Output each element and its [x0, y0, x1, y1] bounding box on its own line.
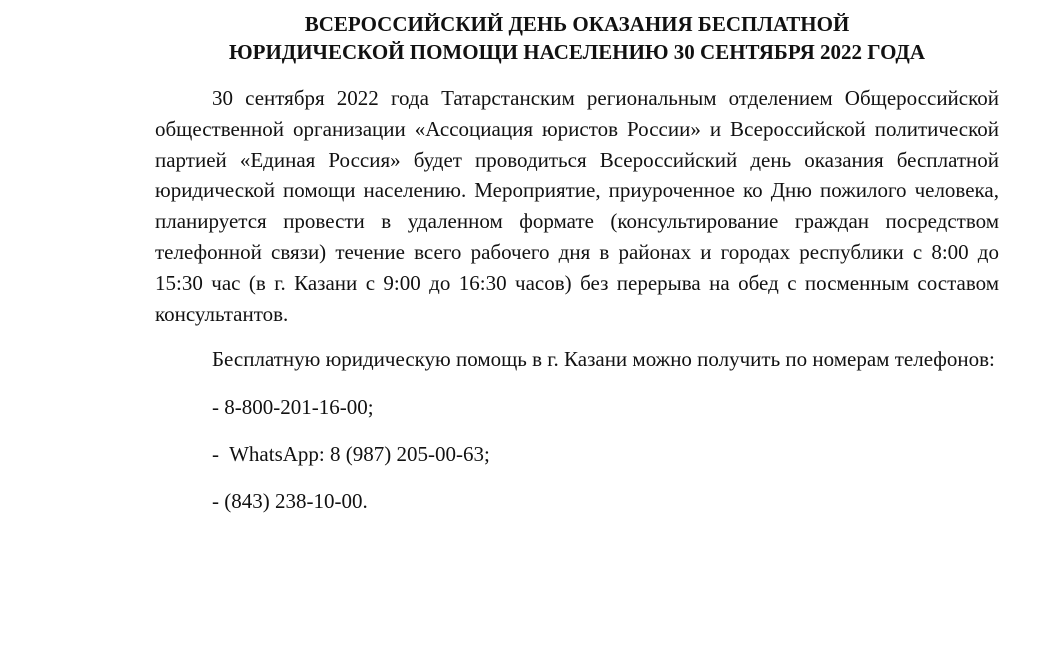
phone-hotline: - 8-800-201-16-00; [212, 395, 374, 420]
phone-list [155, 392, 999, 516]
phone-kazan-landline: - (843) 238-10-00. [212, 489, 368, 514]
title-line-2: ЮРИДИЧЕСКОЙ ПОМОЩИ НАСЕЛЕНИЮ 30 СЕНТЯБРЯ 2022 ГОДА [228, 40, 926, 64]
phone-intro-paragraph: Бесплатную юридическую помощь в г. Казани можно получить по номерам телефонов: [212, 347, 995, 372]
title-line-1: ВСЕРОССИЙСКИЙ ДЕНЬ ОКАЗАНИЯ БЕСПЛАТНОЙ [304, 12, 850, 36]
phone-whatsapp: - WhatsApp: 8 (987) 205-00-63; [212, 442, 490, 467]
announcement-document [155, 10, 999, 516]
document-title [155, 10, 999, 66]
event-description-paragraph: 30 сентября 2022 года Татарстанским региональным отделением Общероссийской общественной организации «Ассоциация юристов России» и Всероссийской политической партией «Единая Россия» будет проводиться Всероссийский день оказания бесплатной юридической помощи населению. Мероприятие, приуроченное ко Дню пожилого человека, планируется провести в удаленном формате (консультирование граждан посредством телефонной связи) течение всего рабочего дня в районах и городах республики с 8:00 до 15:30 час (в г. Казани с 9:00 до 16:30 часов) без перерыва на обед с посменным составом консультантов. [155, 86, 999, 326]
